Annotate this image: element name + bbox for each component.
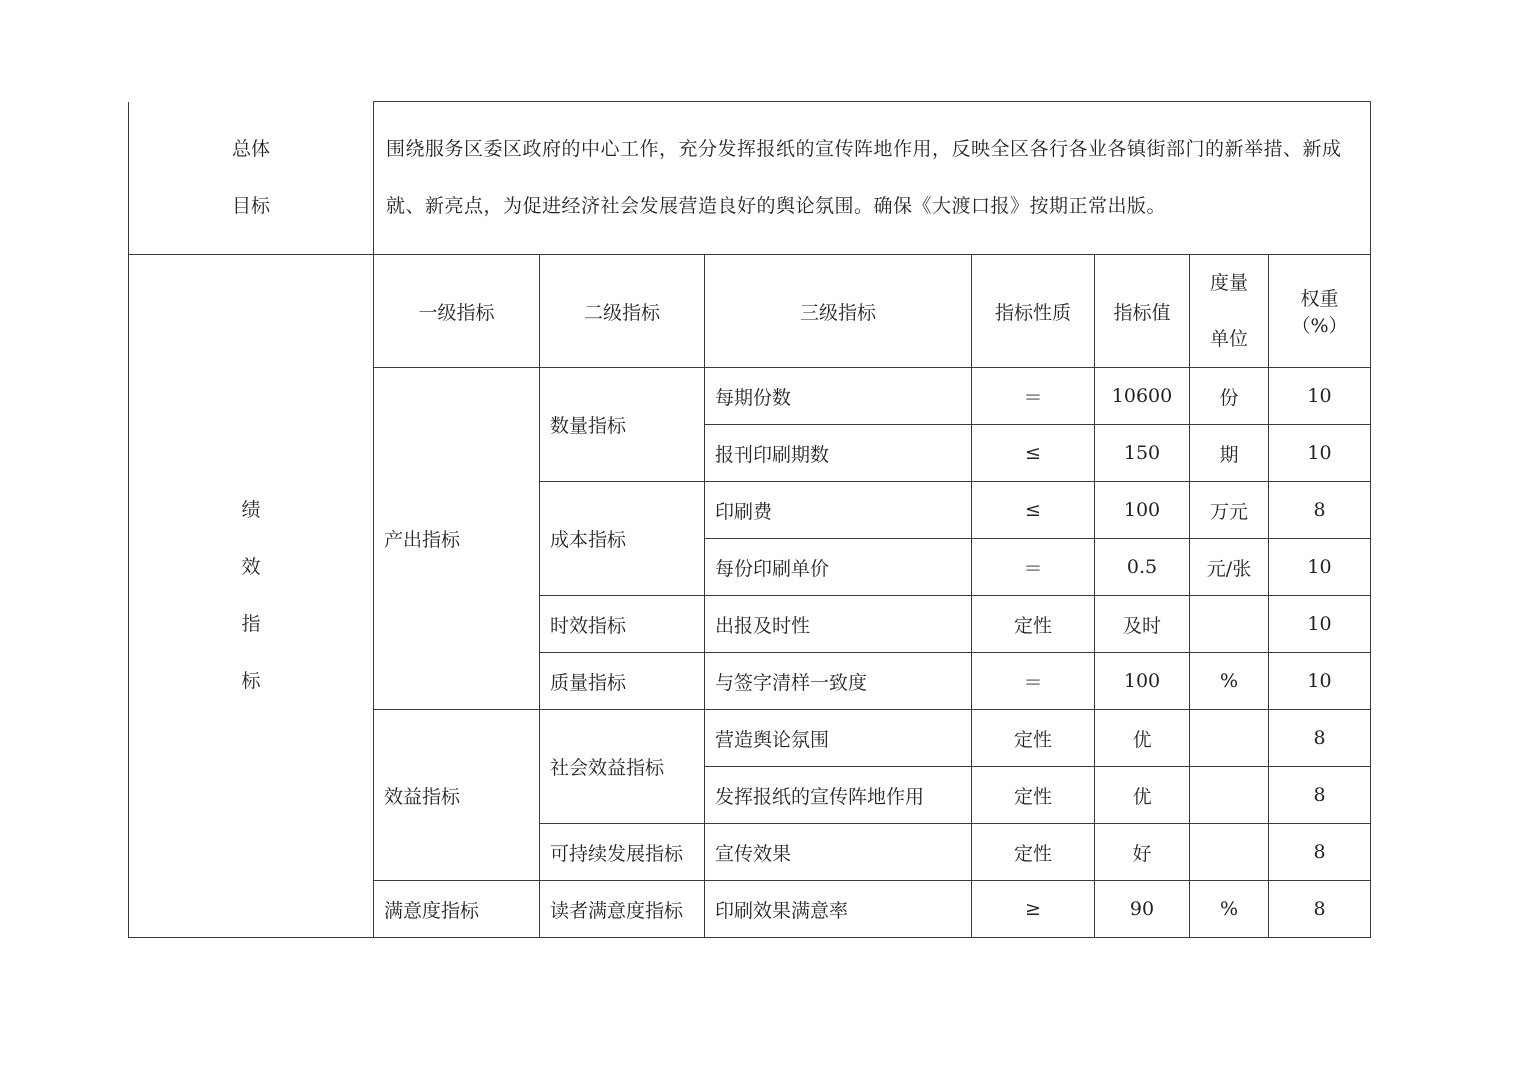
nature-cell: ＝ — [972, 653, 1095, 710]
goal-text: 围绕服务区委区政府的中心工作，充分发挥报纸的宣传阵地作用，反映全区各行各业各镇街部门的新举措、新成就、新亮点，为促进经济社会发展营造良好的舆论氛围。确保《大渡口报》按期正常出版。 — [374, 102, 1371, 255]
perf-label-char-2: 效 — [241, 556, 261, 578]
weight-cell: 8 — [1269, 824, 1371, 881]
nature-cell: ＝ — [972, 368, 1095, 425]
goal-label-line1: 总体 — [231, 137, 270, 160]
value-cell: 优 — [1095, 767, 1190, 824]
unit-cell: 份 — [1190, 368, 1269, 425]
group-reader: 读者满意度指标 — [540, 881, 705, 938]
value-cell: 100 — [1095, 653, 1190, 710]
header-unit — [1190, 255, 1269, 368]
level3-cell: 报刊印刷期数 — [705, 425, 972, 482]
level3-cell: 每期份数 — [705, 368, 972, 425]
weight-cell: 8 — [1269, 881, 1371, 938]
unit-cell: 元/张 — [1190, 539, 1269, 596]
level3-cell: 出报及时性 — [705, 596, 972, 653]
weight-cell: 8 — [1269, 767, 1371, 824]
weight-cell: 10 — [1269, 653, 1371, 710]
group-benefit: 效益指标 — [374, 710, 540, 881]
value-cell: 优 — [1095, 710, 1190, 767]
group-output: 产出指标 — [374, 368, 540, 710]
perf-label-char-1: 绩 — [241, 499, 261, 521]
value-cell: 及时 — [1095, 596, 1190, 653]
header-row — [129, 255, 1371, 368]
unit-cell — [1190, 767, 1269, 824]
value-cell: 好 — [1095, 824, 1190, 881]
goal-label-line2: 目标 — [231, 194, 270, 217]
level3-cell: 营造舆论氛围 — [705, 710, 972, 767]
group-cost: 成本指标 — [540, 482, 705, 596]
group-quantity: 数量指标 — [540, 368, 705, 482]
unit-cell: % — [1190, 881, 1269, 938]
weight-cell: 8 — [1269, 482, 1371, 539]
header-weight: 权重（%） — [1269, 255, 1371, 368]
goal-row — [129, 102, 1371, 255]
header-level2: 二级指标 — [540, 255, 705, 368]
weight-cell: 10 — [1269, 539, 1371, 596]
group-sustainable: 可持续发展指标 — [540, 824, 705, 881]
unit-cell: 万元 — [1190, 482, 1269, 539]
header-unit-line1: 度量 — [1209, 272, 1248, 294]
value-cell: 10600 — [1095, 368, 1190, 425]
performance-target-table — [128, 101, 1371, 938]
header-nature: 指标性质 — [972, 255, 1095, 368]
unit-cell — [1190, 824, 1269, 881]
group-quality: 质量指标 — [540, 653, 705, 710]
header-value: 指标值 — [1095, 255, 1190, 368]
value-cell: 100 — [1095, 482, 1190, 539]
value-cell: 150 — [1095, 425, 1190, 482]
perf-indicator-label-cell — [129, 255, 374, 938]
goal-label-cell — [129, 102, 374, 255]
nature-cell: ≤ — [972, 482, 1095, 539]
group-social: 社会效益指标 — [540, 710, 705, 824]
unit-cell: 期 — [1190, 425, 1269, 482]
unit-cell — [1190, 596, 1269, 653]
unit-cell: % — [1190, 653, 1269, 710]
group-satisfaction: 满意度指标 — [374, 881, 540, 938]
perf-label-char-4: 标 — [241, 670, 261, 692]
nature-cell: 定性 — [972, 710, 1095, 767]
nature-cell: ＝ — [972, 539, 1095, 596]
value-cell: 90 — [1095, 881, 1190, 938]
nature-cell: ≥ — [972, 881, 1095, 938]
value-cell: 0.5 — [1095, 539, 1190, 596]
nature-cell: 定性 — [972, 767, 1095, 824]
header-level3: 三级指标 — [705, 255, 972, 368]
weight-cell: 10 — [1269, 368, 1371, 425]
weight-cell: 8 — [1269, 710, 1371, 767]
level3-cell: 印刷效果满意率 — [705, 881, 972, 938]
level3-cell: 印刷费 — [705, 482, 972, 539]
level3-cell: 与签字清样一致度 — [705, 653, 972, 710]
weight-cell: 10 — [1269, 596, 1371, 653]
nature-cell: ≤ — [972, 425, 1095, 482]
unit-cell — [1190, 710, 1269, 767]
header-level1: 一级指标 — [374, 255, 540, 368]
nature-cell: 定性 — [972, 824, 1095, 881]
level3-cell: 宣传效果 — [705, 824, 972, 881]
nature-cell: 定性 — [972, 596, 1095, 653]
perf-label-char-3: 指 — [241, 613, 261, 635]
level3-cell: 每份印刷单价 — [705, 539, 972, 596]
group-timeliness: 时效指标 — [540, 596, 705, 653]
level3-cell: 发挥报纸的宣传阵地作用 — [705, 767, 972, 824]
header-unit-line2: 单位 — [1209, 328, 1248, 350]
weight-cell: 10 — [1269, 425, 1371, 482]
